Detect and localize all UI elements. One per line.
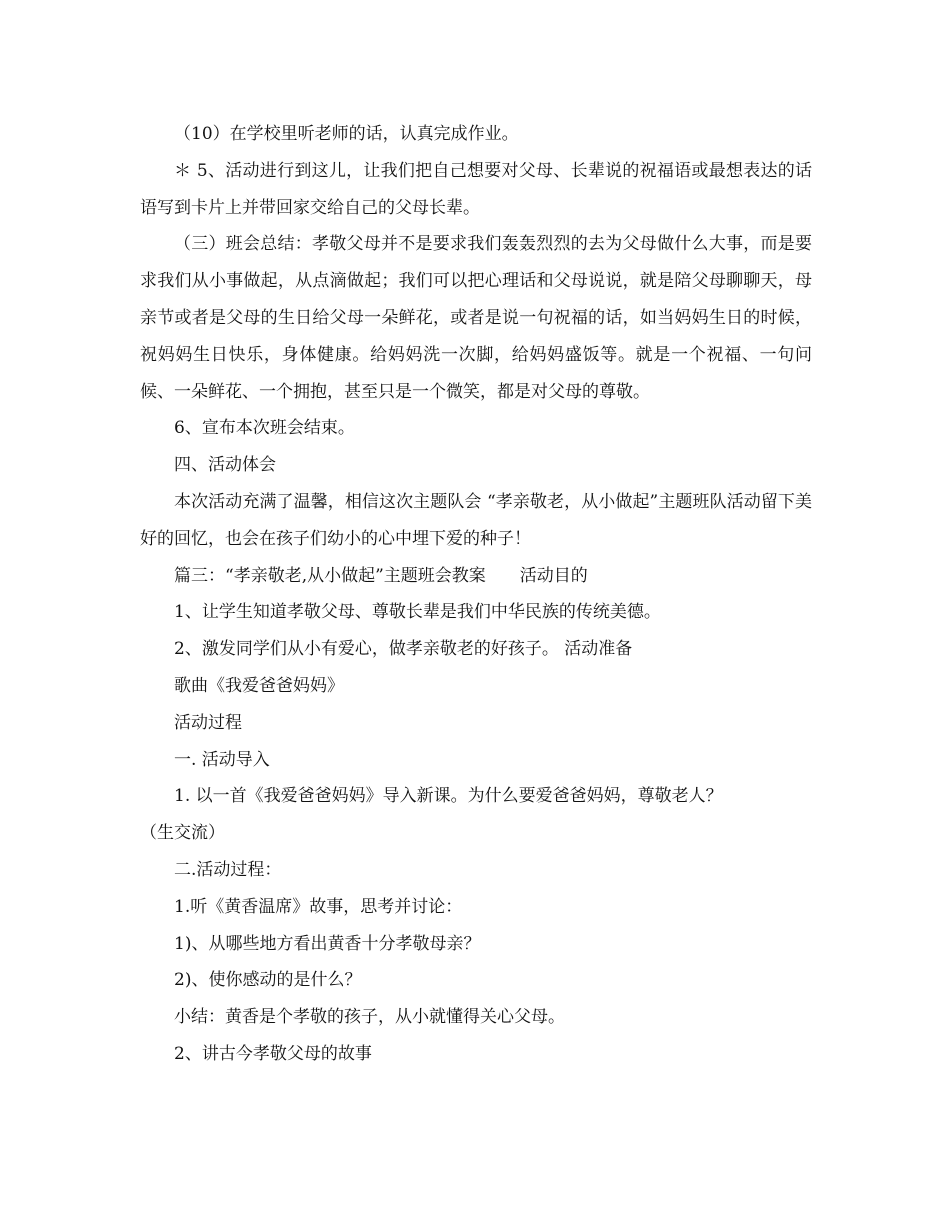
- paragraph-4: 6、宣布本次班会结束。: [174, 418, 355, 439]
- paragraph-13: 1. 以一首《我爱爸爸妈妈》导入新课。为什么要爱爸爸妈妈，尊敬老人？: [174, 786, 723, 807]
- paragraph-7: 篇三：“孝亲敬老,从小做起”主题班会教案 活动目的: [174, 565, 588, 586]
- paragraph-11: 活动过程: [174, 712, 242, 733]
- paragraph-12: 一. 活动导入: [174, 749, 270, 770]
- paragraph-18: 2)、使你感动的是什么？: [174, 970, 362, 991]
- paragraph-20: 2、讲古今孝敬父母的故事: [174, 1043, 372, 1064]
- paragraph-9: 2、激发同学们从小有爱心，做孝亲敬老的好孩子。 活动准备: [174, 639, 633, 660]
- paragraph-2: ＊ 5、活动进行到这儿，让我们把自己想要对父母、长辈说的祝福语或最想表达的话语写到卡片上并带回家交给自己的父母长辈。: [140, 160, 812, 218]
- paragraph-16: 1.听《黄香温席》故事，思考并讨论：: [174, 896, 463, 917]
- paragraph-17: 1)、从哪些地方看出黄香十分孝敬母亲？: [174, 933, 481, 954]
- paragraph-1: （10）在学校里听老师的话，认真完成作业。: [174, 124, 519, 144]
- paragraph-3: （三）班会总结：孝敬父母并不是要求我们轰轰烈烈的去为父母做什么大事，而是要求我们从小事做起，从点滴做起；我们可以把心理话和父母说说，就是陪父母聊聊天，母亲节或者是父母的生日给父母一朵鲜花，或者是说一句祝福的话，如当妈妈生日的时候，祝妈妈生日快乐，身体健康。给妈妈洗一次脚，给妈妈盛饭等。就是一个祝福、一句问候、一朵鲜花、一个拥抱，甚至只是一个微笑，都是对父母的尊敬。: [140, 234, 812, 402]
- paragraph-8: 1、让学生知道孝敬父母、尊敬长辈是我们中华民族的传统美德。: [174, 602, 661, 623]
- paragraph-6: 本次活动充满了温馨，相信这次主题队会 “孝亲敬老，从小做起”主题班队活动留下美好的回忆，也会在孩子们幼小的心中埋下爱的种子！: [140, 491, 812, 549]
- document-body: [140, 116, 812, 1073]
- paragraph-15: 二.活动过程：: [174, 859, 282, 880]
- paragraph-19: 小结：黄香是个孝敬的孩子，从小就懂得关心父母。: [174, 1007, 565, 1028]
- paragraph-10: 歌曲《我爱爸爸妈妈》: [174, 675, 344, 696]
- paragraph-14: （生交流）: [140, 823, 225, 844]
- paragraph-5: 四、活动体会: [174, 455, 276, 476]
